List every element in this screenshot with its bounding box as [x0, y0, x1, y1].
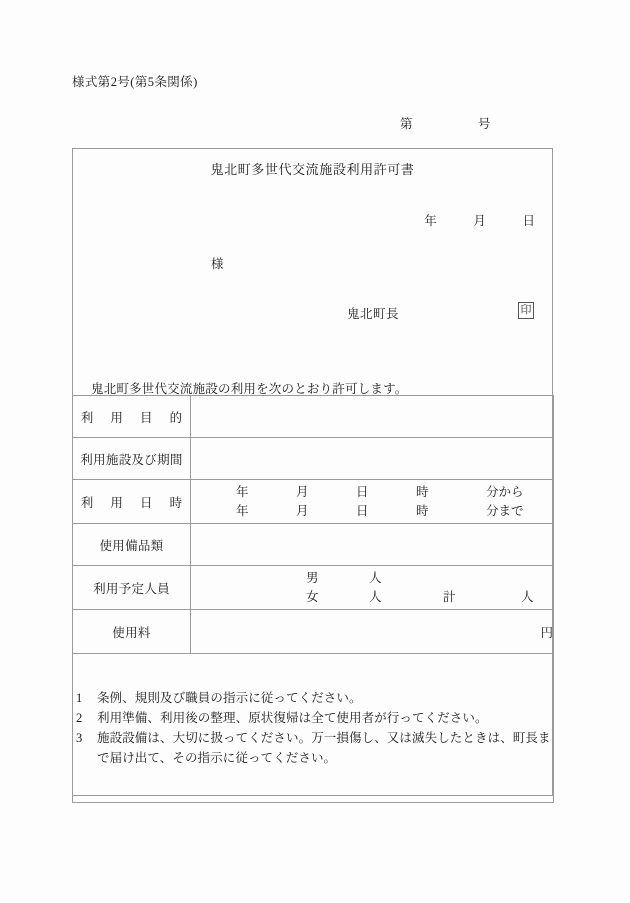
note-text: 利用準備、利用後の整理、原状復帰は全て使用者が行ってください。: [97, 711, 488, 725]
attendance-female-line: [191, 588, 553, 607]
document-number-label: 第: [400, 117, 413, 131]
row-label-fee: 使用料: [73, 610, 191, 654]
datetime-to-month: 月: [296, 503, 309, 518]
datetime-to-hour: 時: [416, 503, 429, 518]
issue-date-year: 年: [424, 214, 437, 228]
datetime-from-month: 月: [296, 484, 309, 499]
permit-detail-table: [72, 395, 554, 803]
datetime-to-line: [191, 502, 553, 521]
note-number: 2: [76, 711, 83, 725]
document-number-unit: 号: [478, 117, 491, 131]
row-value-attendance[interactable]: [191, 566, 554, 610]
seal-icon: 印: [518, 302, 534, 319]
row-label-datetime: 利 用 日 時: [73, 480, 191, 524]
table-row: [73, 438, 554, 480]
issuer-row: [73, 304, 552, 326]
form-number: 様式第2号(第5条関係): [72, 75, 198, 89]
note-number: 3: [76, 731, 83, 745]
row-label-purpose: 利 用 目 的: [73, 396, 191, 438]
table-row: [73, 480, 554, 524]
issue-date-line: [424, 211, 535, 229]
attendance-male-unit: 人: [369, 570, 382, 585]
datetime-to-minute: 分まで: [486, 503, 524, 518]
note-text: 施設設備は、大切に扱ってください。万一損傷し、又は滅失したときは、町長まで届け出て、その指示に従ってください。: [97, 731, 551, 765]
table-row: [73, 610, 554, 654]
issue-date-month: 月: [473, 214, 486, 228]
row-value-fee[interactable]: [191, 610, 554, 654]
permit-title: 鬼北町多世代交流施設利用許可書: [210, 162, 415, 177]
row-label-equipment: 使用備品類: [73, 524, 191, 566]
datetime-from-line: [191, 483, 553, 502]
attendance-male-line: [191, 569, 553, 588]
addressee-suffix: 様: [211, 257, 224, 271]
notes-section: [73, 654, 554, 803]
attendance-total-unit: 人: [521, 589, 534, 604]
row-label-facility-period: 利用施設及び期間: [73, 438, 191, 480]
row-value-equipment[interactable]: [191, 524, 554, 566]
table-row: [73, 524, 554, 566]
list-item: [73, 728, 553, 768]
issue-date-day: 日: [522, 214, 535, 228]
document-number-line: [400, 114, 555, 132]
note-text: 条例、規則及び職員の指示に従ってください。: [97, 691, 362, 705]
permit-box: [72, 148, 553, 796]
table-row: [73, 566, 554, 610]
attendance-male-label: 男: [306, 570, 319, 585]
datetime-from-minute: 分から: [486, 484, 524, 499]
notes-row: [73, 654, 554, 803]
datetime-from-day: 日: [356, 484, 369, 499]
table-row: [73, 396, 554, 438]
lead-sentence: 鬼北町多世代交流施設の利用を次のとおり許可します。: [91, 382, 408, 396]
row-value-datetime[interactable]: [191, 480, 554, 524]
list-item: [73, 688, 553, 708]
row-value-purpose[interactable]: [191, 396, 554, 438]
attendance-female-label: 女: [306, 589, 319, 604]
row-value-facility-period[interactable]: [191, 438, 554, 480]
list-item: [73, 708, 553, 728]
attendance-female-unit: 人: [369, 589, 382, 604]
datetime-to-year: 年: [236, 503, 249, 518]
issuer-name: 鬼北町長: [347, 307, 400, 321]
note-number: 1: [76, 691, 83, 705]
datetime-from-hour: 時: [416, 484, 429, 499]
attendance-total-label: 計: [443, 589, 456, 604]
fee-unit: 円: [540, 625, 553, 640]
row-label-attendance: 利用予定人員: [73, 566, 191, 610]
datetime-from-year: 年: [236, 484, 249, 499]
datetime-to-day: 日: [356, 503, 369, 518]
